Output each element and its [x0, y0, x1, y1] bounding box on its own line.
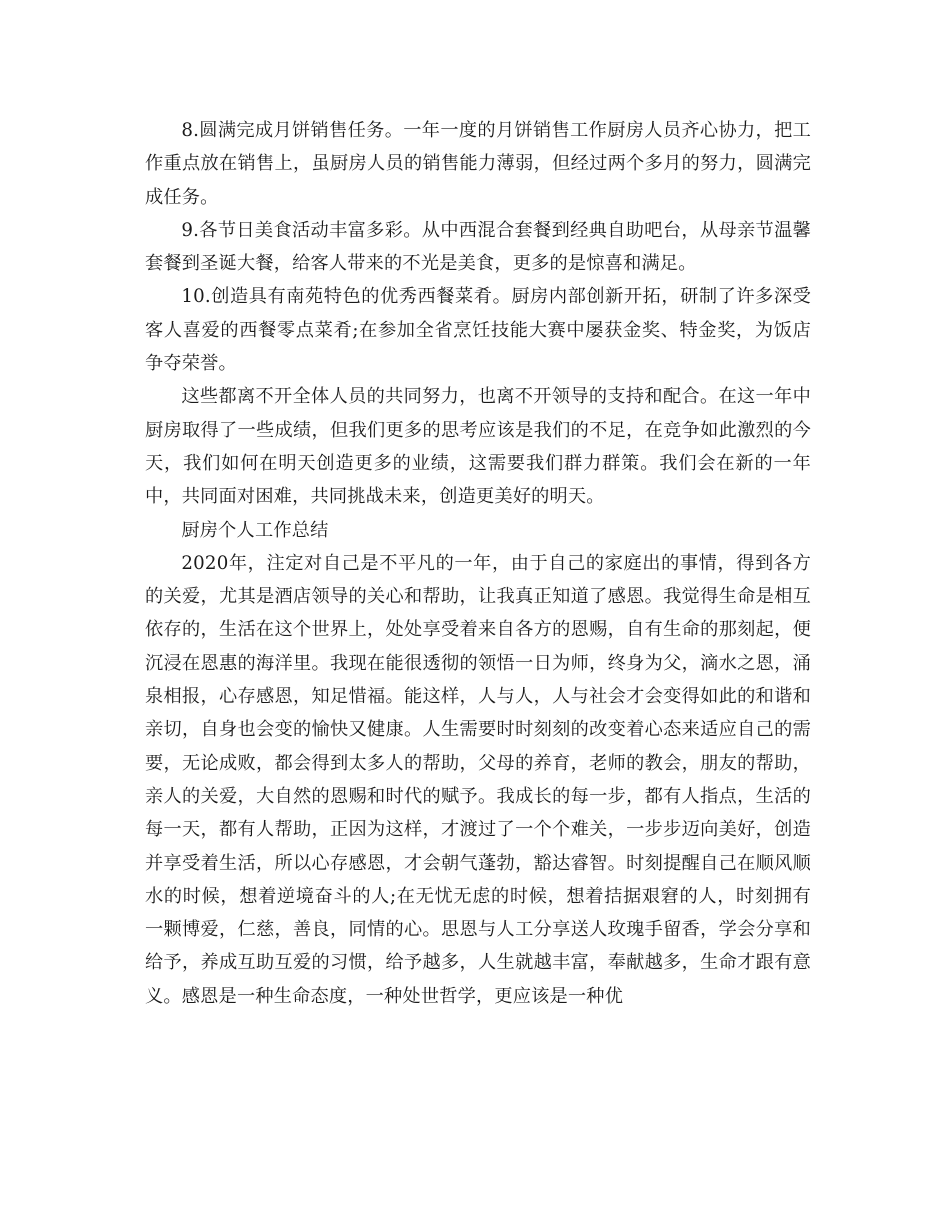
- paragraph-item-8: 8.圆满完成月饼销售任务。一年一度的月饼销售工作厨房人员齐心协力，把工作重点放在销售上，虽厨房人员的销售能力薄弱，但经过两个多月的努力，圆满完成任务。: [145, 120, 811, 208]
- document-body: [145, 114, 811, 1013]
- paragraph-item-10: 10.创造具有南苑特色的优秀西餐菜肴。厨房内部创新开拓，研制了许多深受客人喜爱的西餐零点菜肴;在参加全省烹饪技能大赛中屡获金奖、特金奖，为饭店争夺荣誉。: [145, 286, 811, 375]
- paragraph-summary: 这些都离不开全体人员的共同努力，也离不开领导的支持和配合。在这一年中厨房取得了一些成绩，但我们更多的思考应该是我们的不足，在竞争如此激烈的今天，我们如何在明天创造更多的业绩，这需要我们群力群策。我们会在新的一年中，共同面对困难，共同挑战未来，创造更美好的明天。: [145, 386, 811, 508]
- paragraph-item-9: 9.各节日美食活动丰富多彩。从中西混合套餐到经典自助吧台，从母亲节温馨套餐到圣诞大餐，给客人带来的不光是美食，更多的是惊喜和满足。: [145, 219, 811, 275]
- paragraph-personal-summary: 2020年，注定对自己是不平凡的一年，由于自己的家庭出的事情，得到各方的关爱，尤其是酒店领导的关心和帮助，让我真正知道了感恩。我觉得生命是相互依存的，生活在这个世界上，处处享受着来自各方的恩赐，自有生命的那刻起，便沉浸在恩惠的海洋里。我现在能很透彻的领悟一日为师，终身为父，滴水之恩，涌泉相报，心存感恩，知足惜福。能这样，人与人，人与社会才会变得如此的和谐和亲切，自身也会变的愉快又健康。人生需要时时刻刻的改变着心态来适应自己的需要，无论成败，都会得到太多人的帮助，父母的养育，老师的教会，朋友的帮助，亲人的关爱，大自然的恩赐和时代的赋予。我成长的每一步，都有人指点，生活的每一天，都有人帮助，正因为这样，才渡过了一个个难关，一步步迈向美好，创造并享受着生活，所以心存感恩，才会朝气蓬勃，豁达睿智。时刻提醒自己在顺风顺水的时候，想着逆境奋斗的人;在无忧无虑的时候，想着拮据艰窘的人，时刻拥有一颗博爱，仁慈，善良，同情的心。思恩与人工分享送人玫瑰手留香，学会分享和给予，养成互助互爱的习惯，给予越多，人生就越丰富，奉献越多，生命才跟有意义。感恩是一种生命态度，一种处世哲学，更应该是一种优: [145, 552, 811, 1007]
- section-heading: 厨房个人工作总结: [181, 519, 329, 541]
